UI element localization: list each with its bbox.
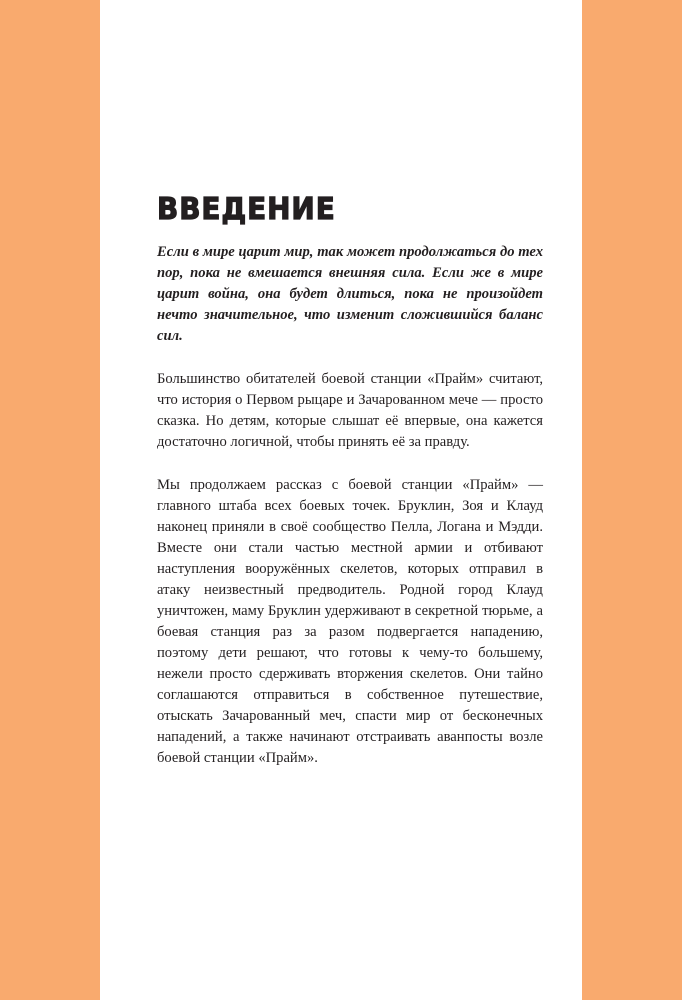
lead-paragraph: Если в мире царит мир, так может продолжаться до тех пор, пока не вмешается внешняя сила. Если же в мире царит война, она будет длиться, пока не произойдет нечто значительное, что изменит сложившийся баланс сил. — [157, 244, 543, 344]
left-color-band — [0, 0, 100, 1000]
body-paragraph-2: Мы продолжаем рассказ с боевой станции «Прайм» — главного штаба всех боевых точек. Бруклин, Зоя и Клауд наконец приняли в своё сообщество Пелла, Логана и Мэдди. Вместе они стали частью местной армии и отбивают наступления вооружённых скелетов, которых отправил в атаку неизвестный предводитель. Родной город Клауд уничтожен, маму Бруклин удерживают в секретной тюрьме, а боевая станция раз за разом подвергается нападению, поэтому дети решают, что готовы к чему-то большему, нежели просто сдерживать вторжения скелетов. Они тайно соглашаются отправиться в собственное путешествие, отыскать Зачарованный меч, спасти мир от бесконечных нападений, а также начинают отстраивать аванпосты возле боевой станции «Прайм». — [157, 477, 543, 766]
body-paragraph-1: Большинство обитателей боевой станции «Прайм» считают, что история о Первом рыцаре и Зачарованном мече — просто сказка. Но детям, которые слышат её впервые, она кажется достаточно логичной, чтобы принять её за правду. — [157, 371, 543, 450]
page-content — [157, 192, 543, 769]
right-color-band — [582, 0, 682, 1000]
chapter-title: ВВЕДЕНИЕ — [157, 192, 336, 227]
